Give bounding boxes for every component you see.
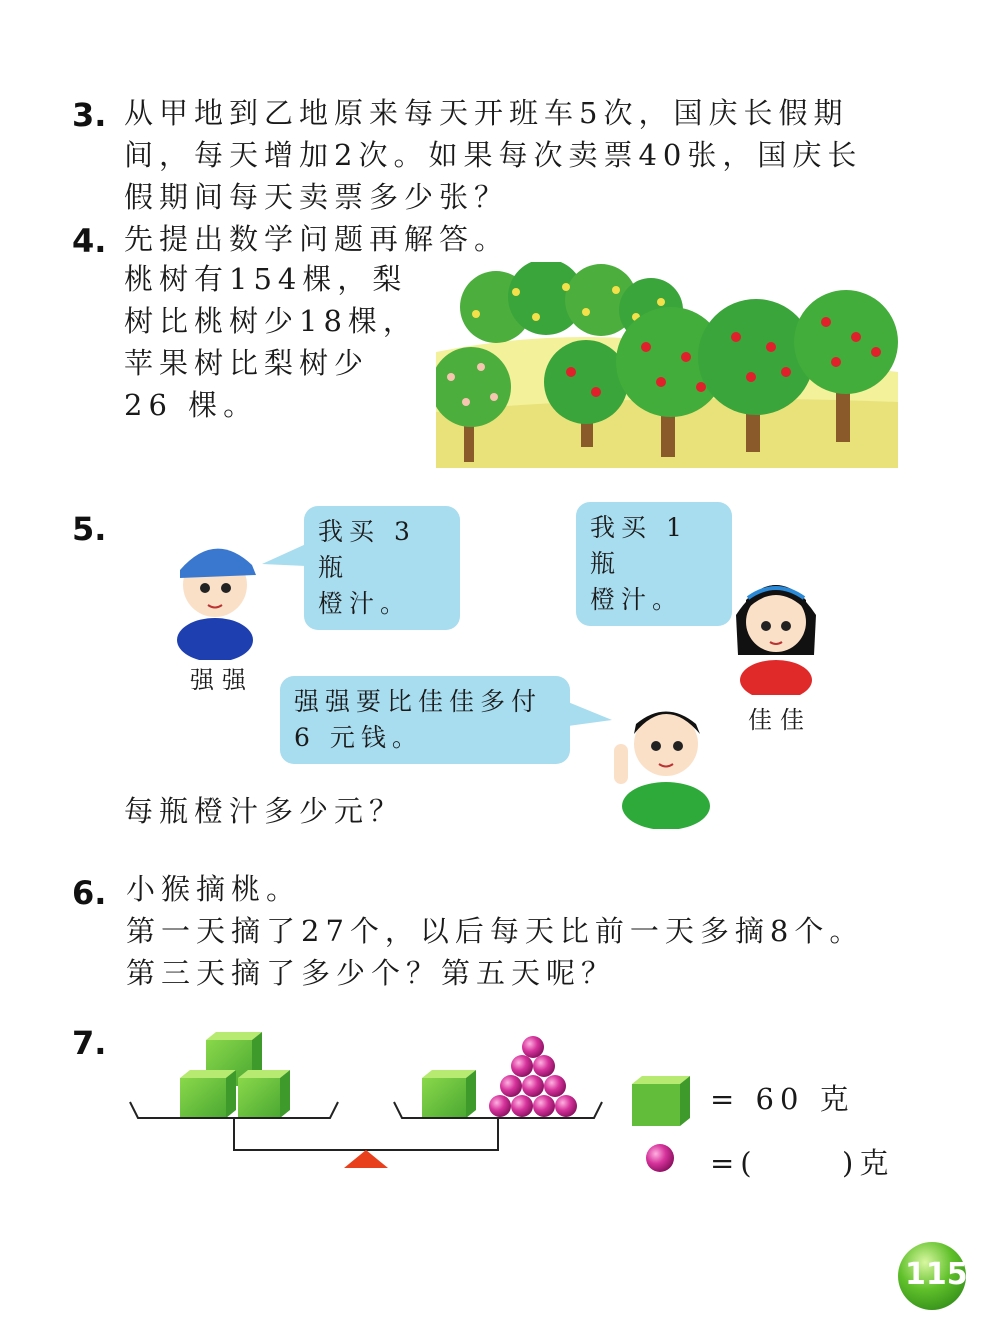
q6-text [126, 868, 864, 994]
speech-bubble-boy [280, 676, 570, 764]
bubble1-line-1: 我买 3 瓶 [318, 517, 416, 582]
cube-weight: = 60 克 [710, 1082, 855, 1116]
bubble2-tail [660, 582, 720, 622]
boy-qiangqiang-figure [160, 520, 270, 660]
girl-jiajia-figure [726, 560, 826, 695]
q4-line-4: 26 棵。 [124, 388, 259, 422]
q6-line-2: 第一天摘了27个，以后每天比前一天多摘8个。 [126, 914, 865, 948]
bubble1-tail [262, 540, 308, 570]
q4-line-3: 苹果树比梨树少 [124, 346, 370, 380]
page-number: 115 [905, 1257, 968, 1292]
q5-question: 每瓶橙汁多少元？ [124, 794, 405, 828]
ball-weight-right: )克 [842, 1146, 895, 1180]
q6-line-1: 小猴摘桃。 [126, 872, 302, 906]
q3-number: 3. [72, 96, 107, 134]
right-pan-items [422, 1036, 577, 1118]
bubble1-line-2: 橙汁。 [318, 589, 412, 618]
boy-green-figure [604, 694, 714, 829]
ball-legend-icon [644, 1142, 676, 1174]
q4-text [124, 258, 418, 426]
q4-line-2: 树比桃树少18棵， [124, 304, 418, 338]
left-pan-cubes [180, 1032, 290, 1118]
cube-legend-icon [630, 1074, 692, 1128]
q5-number: 5. [72, 510, 107, 548]
name-jiajia: 佳佳 [748, 706, 812, 734]
q3-line-1: 从甲地到乙地原来每天开班车5次，国庆长假期 [124, 96, 849, 130]
bubble2-line-2: 橙汁。 [590, 585, 684, 614]
speech-bubble-qiangqiang [304, 506, 460, 630]
q4-line-1: 桃树有154棵，梨 [124, 262, 408, 296]
q4-title: 先提出数学问题再解答。 [124, 222, 510, 256]
q6-number: 6. [72, 874, 107, 912]
orchard-illustration [436, 262, 898, 468]
q3-line-2: 间，每天增加2次。如果每次卖票40张，国庆长 [124, 138, 863, 172]
bubble3-line-2: 6 元钱。 [294, 723, 423, 752]
q3-text [124, 92, 862, 218]
bubble3-line-1: 强强要比佳佳多付 [294, 687, 543, 716]
ball-weight-answer-blank[interactable] [760, 1146, 840, 1182]
bubble2-line-1: 我买 1 瓶 [590, 513, 688, 578]
q6-line-3: 第三天摘了多少个？第五天呢？ [126, 956, 617, 990]
q3-line-3: 假期间每天卖票多少张？ [124, 180, 510, 214]
q7-number: 7. [72, 1024, 107, 1062]
balance-scale [120, 1030, 620, 1175]
q4-number: 4. [72, 222, 107, 260]
ball-weight-left: =( [710, 1146, 758, 1180]
name-qiangqiang: 强强 [190, 666, 254, 694]
